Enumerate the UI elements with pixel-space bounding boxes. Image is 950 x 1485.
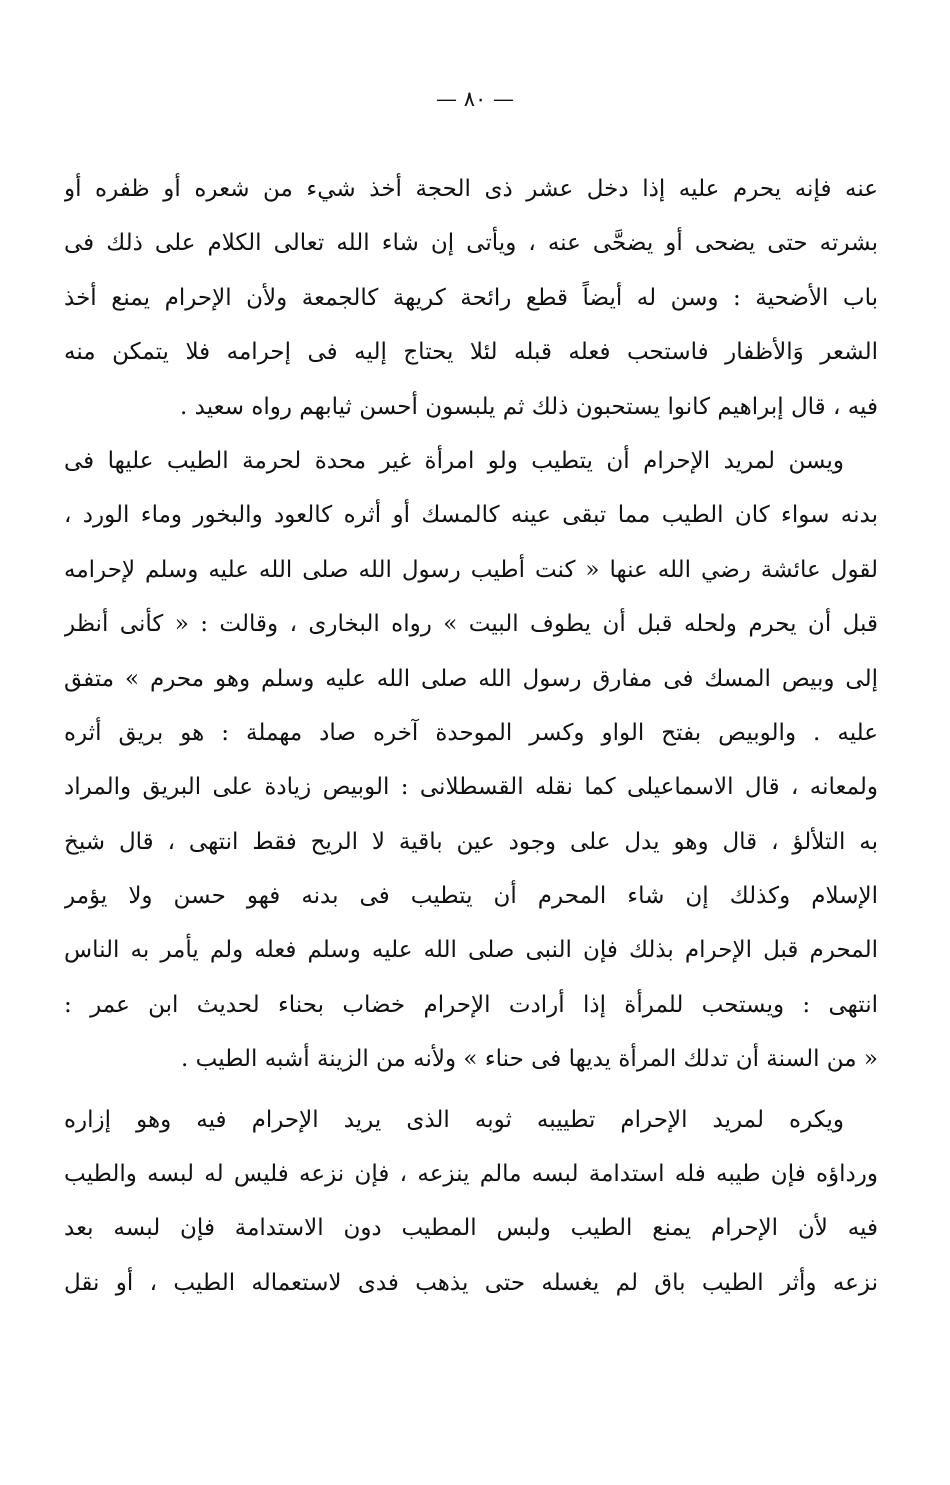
text-line: ولمعانه ، قال الاسماعيلى كما نقله القسطلانى : الوبيص زيادة على البريق والمراد xyxy=(64,774,878,801)
text-line: قبل أن يحرم ولحله قبل أن يطوف البيت » رواه البخارى ، وقالت : « كأنى أنظر xyxy=(64,611,878,638)
text-line: انتهى : ويستحب للمرأة إذا أرادت الإحرام خضاب بحناء لحديث ابن عمر : xyxy=(64,991,878,1018)
body-text xyxy=(64,162,878,1310)
text-line: لقول عائشة رضي الله عنها « كنت أطيب رسول الله صلى الله عليه وسلم لإحرامه xyxy=(64,556,878,583)
text-line: ويسن لمريد الإحرام أن يتطيب ولو امرأة غير محدة لحرمة الطيب عليها فى xyxy=(64,447,844,474)
paragraph-2 xyxy=(64,434,878,1087)
text-line: ويكره لمريد الإحرام تطييبه ثوبه الذى يريد الإحرام فيه وهو إزاره xyxy=(64,1106,844,1133)
text-line: الإسلام وكذلك إن شاء المحرم أن يتطيب فى بدنه فهو حسن ولا يؤمر xyxy=(64,883,878,910)
text-line: ورداؤه فإن طيبه فله استدامة لبسه مالم ينزعه ، فإن نزعه فليس له لبسه والطيب xyxy=(64,1161,878,1188)
text-line: عنه فإنه يحرم عليه إذا دخل عشر ذى الحجة أخذ شيء من شعره أو ظفره أو xyxy=(64,176,878,202)
paragraph-3 xyxy=(64,1093,878,1311)
text-line: الشعر وَالأظفار فاستحب فعله قبله لئلا يحتاج إليه فى إحرامه فلا يتمكن منه xyxy=(64,339,878,366)
text-line: إلى وبيص المسك فى مفارق رسول الله صلى الله عليه وسلم وهو محرم » متفق xyxy=(64,665,878,692)
text-line: نزعه وأثر الطيب باق لم يغسله حتى يذهب فدى لاستعماله الطيب ، أو نقل xyxy=(64,1269,878,1296)
text-line: عليه . والوبيص بفتح الواو وكسر الموحدة آخره صاد مهملة : هو بريق أثره xyxy=(64,719,878,746)
paragraph-1 xyxy=(64,162,878,434)
page-number: — ٨٠ — xyxy=(436,87,514,111)
text-line: فيه لأن الإحرام يمنع الطيب ولبس المطيب دون الاستدامة فإن لبسه بعد xyxy=(64,1215,878,1242)
text-line: به التلألؤ ، قال وهو يدل على وجود عين باقية لا الريح فقط انتهى ، قال شيخ xyxy=(64,828,878,855)
text-line: بدنه سواء كان الطيب مما تبقى عينه كالمسك أو أثره كالعود والبخور وماء الورد ، xyxy=(64,502,878,529)
text-line: « من السنة أن تدلك المرأة يديها فى حناء » ولأنه من الزينة أشبه الطيب . xyxy=(180,1046,878,1073)
text-line: باب الأضحية : وسن له أيضاً قطع رائحة كريهة كالجمعة ولأن الإحرام يمنع أخذ xyxy=(64,284,878,311)
text-line: فيه ، قال إبراهيم كانوا يستحبون ذلك ثم يلبسون أحسن ثيابهم رواه سعيد . xyxy=(180,393,878,420)
text-line: بشرته حتى يضحى أو يضحَّى عنه ، ويأتى إن شاء الله تعالى الكلام على ذلك فى xyxy=(64,230,878,257)
text-line: المحرم قبل الإحرام بذلك فإن النبى صلى الله عليه وسلم فعله ولم يأمر به الناس xyxy=(64,937,878,964)
